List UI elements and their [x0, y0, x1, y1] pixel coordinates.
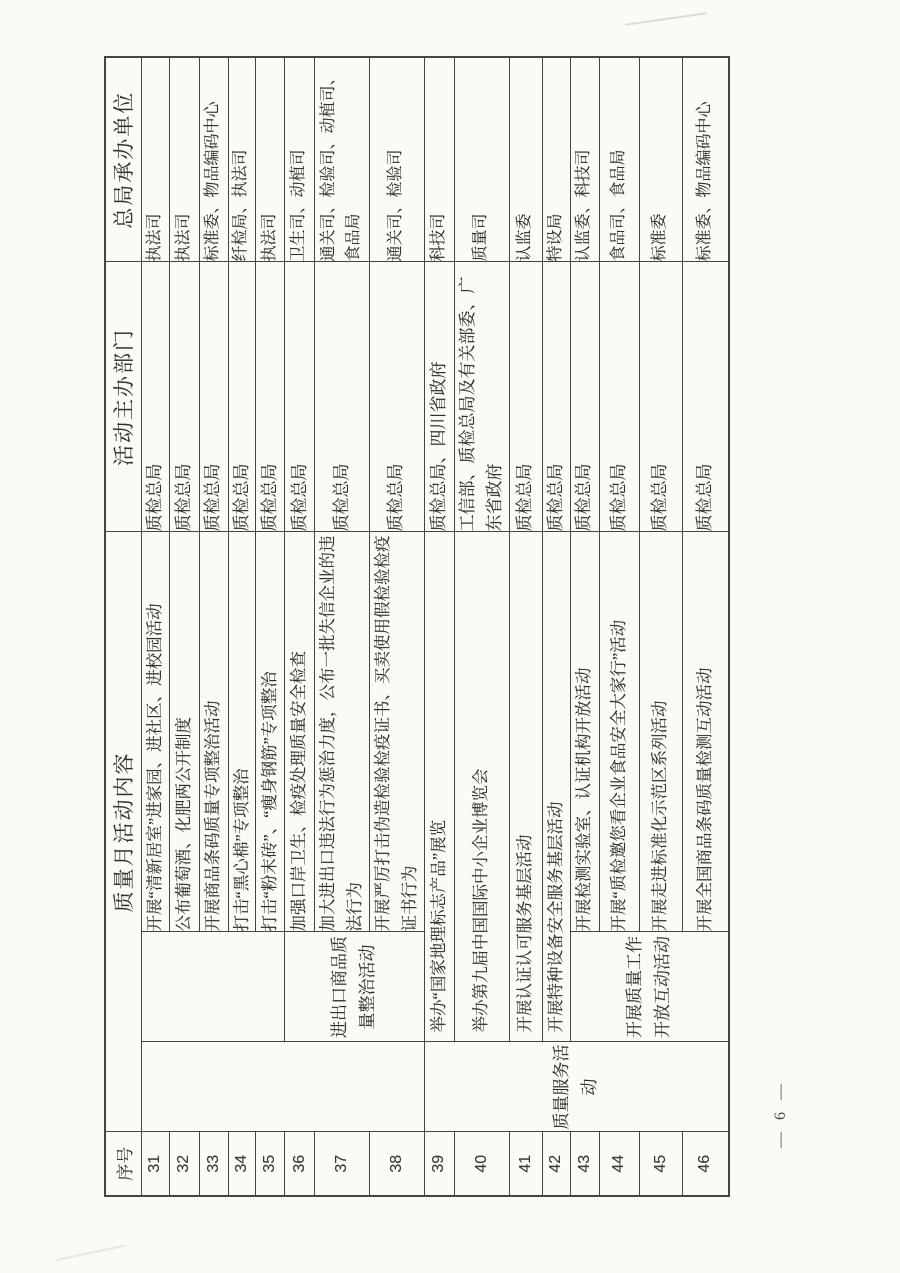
- header-content: 质量月活动内容: [105, 532, 141, 1132]
- cell-organizer: 质检总局: [570, 262, 599, 532]
- table-row: [509, 57, 542, 1196]
- cell-serial: 36: [285, 1132, 315, 1196]
- cell-serial: 42: [542, 1132, 570, 1196]
- table-row: [141, 57, 169, 1196]
- cell-content: 开展认证认可服务基层活动: [509, 532, 542, 1042]
- cell-organizer: 质检总局: [141, 262, 169, 532]
- cell-content: 打击“粉末砖”、“瘦身钢筋”专项整治: [256, 532, 285, 932]
- cell-organizer: 质检总局: [599, 262, 639, 532]
- cell-serial: 38: [369, 1132, 424, 1196]
- cell-content: 举办第九届中国国际中小企业博览会: [454, 532, 509, 1042]
- cell-serial: 39: [424, 1132, 454, 1196]
- cell-serial: 33: [199, 1132, 228, 1196]
- cell-serial: 41: [509, 1132, 542, 1196]
- header-undertaker: 总局承办单位: [105, 57, 141, 262]
- cell-undertaker: 卫生司、动植司: [285, 57, 315, 262]
- cell-serial: 35: [256, 1132, 285, 1196]
- cell-organizer: 质检总局: [199, 262, 228, 532]
- cell-serial: 34: [228, 1132, 256, 1196]
- table-row: [542, 57, 570, 1196]
- cell-content: 开展检测实验室、认证机构开放活动: [570, 532, 599, 932]
- rotated-sheet: [104, 58, 789, 1197]
- cell-content: 开展特种设备安全服务基层活动: [542, 532, 570, 1042]
- cell-organizer: 质检总局: [682, 262, 729, 532]
- cell-category-open-interaction: 开展质量工作开放互动活动: [570, 932, 729, 1042]
- cell-content: 公布葡萄酒、化肥两公开制度: [169, 532, 199, 932]
- cell-category-sub-empty: [141, 932, 285, 1042]
- cell-content: 开展走进标准化示范区系列活动: [639, 532, 682, 932]
- cell-undertaker: 执法司: [169, 57, 199, 262]
- cell-undertaker: 执法司: [256, 57, 285, 262]
- cell-undertaker: 标准委、物品编码中心: [199, 57, 228, 262]
- cell-organizer: 质检总局: [256, 262, 285, 532]
- cell-content: 开展“质检邀您看企业食品安全大家行”活动: [599, 532, 639, 932]
- cell-organizer: 工信部、质检总局及有关部委、广东省政府: [454, 262, 509, 532]
- cell-content: 开展商品条码质量专项整治活动: [199, 532, 228, 932]
- cell-content: 加强口岸卫生、检疫处理质量安全检查: [285, 532, 315, 932]
- cell-undertaker: 食品司、食品局: [599, 57, 639, 262]
- cell-organizer: 质检总局: [169, 262, 199, 532]
- cell-undertaker: 质量司: [454, 57, 509, 262]
- cell-organizer: 质检总局: [639, 262, 682, 532]
- cell-category-import-export: 进出口商品质量整治活动: [285, 932, 424, 1042]
- cell-undertaker: 通关司、检验司: [369, 57, 424, 262]
- cell-organizer: 质检总局: [509, 262, 542, 532]
- cell-undertaker: 纤检局、执法司: [228, 57, 256, 262]
- cell-undertaker: 通关司、检验司、动植司、食品局: [315, 57, 369, 262]
- cell-content: 开展严厉打击伪造检验检疫证书、买卖使用假检验检疫证书行为: [369, 532, 424, 932]
- cell-content: 开展全国商品条码质量检测互动活动: [682, 532, 729, 932]
- cell-serial: 32: [169, 1132, 199, 1196]
- table-row: [285, 57, 315, 1196]
- scan-artifact-top: [625, 12, 706, 25]
- table-header-row: [105, 57, 141, 1196]
- cell-undertaker: 标准委: [639, 57, 682, 262]
- cell-undertaker: 认监委: [509, 57, 542, 262]
- table-row: [424, 57, 454, 1196]
- cell-organizer: 质检总局: [228, 262, 256, 532]
- cell-category-quality-service: 质量服务活动: [424, 1042, 729, 1132]
- cell-organizer: 质检总局: [542, 262, 570, 532]
- cell-organizer: 质检总局: [285, 262, 315, 532]
- cell-serial: 44: [599, 1132, 639, 1196]
- cell-content: 打击“黑心棉”专项整治: [228, 532, 256, 932]
- cell-organizer: 质检总局: [315, 262, 369, 532]
- cell-undertaker: 特设局: [542, 57, 570, 262]
- cell-undertaker: 科技司: [424, 57, 454, 262]
- cell-content: 举办“国家地理标志产品”展览: [424, 532, 454, 1042]
- header-serial: 序号: [105, 1132, 141, 1196]
- page-number: — 6 —: [772, 1080, 789, 1148]
- cell-organizer: 质检总局: [369, 262, 424, 532]
- cell-content: 加大进出口违法行为惩治力度，公布一批失信企业的违法行为: [315, 532, 369, 932]
- table-row: [454, 57, 509, 1196]
- cell-serial: 37: [315, 1132, 369, 1196]
- cell-undertaker: 认监委、科技司: [570, 57, 599, 262]
- cell-category-main-empty: [141, 1042, 424, 1132]
- cell-organizer: 质检总局、四川省政府: [424, 262, 454, 532]
- header-organizer: 活动主办部门: [105, 262, 141, 532]
- table-row: [570, 57, 599, 1196]
- cell-serial: 31: [141, 1132, 169, 1196]
- cell-serial: 43: [570, 1132, 599, 1196]
- cell-serial: 45: [639, 1132, 682, 1196]
- cell-undertaker: 执法司: [141, 57, 169, 262]
- cell-serial: 40: [454, 1132, 509, 1196]
- cell-undertaker: 标准委、物品编码中心: [682, 57, 729, 262]
- scan-artifact-bottom: [56, 1245, 125, 1262]
- cell-serial: 46: [682, 1132, 729, 1196]
- cell-content: 开展“清新居室”进家园、进社区、进校园活动: [141, 532, 169, 932]
- quality-month-activity-table: [104, 56, 730, 1197]
